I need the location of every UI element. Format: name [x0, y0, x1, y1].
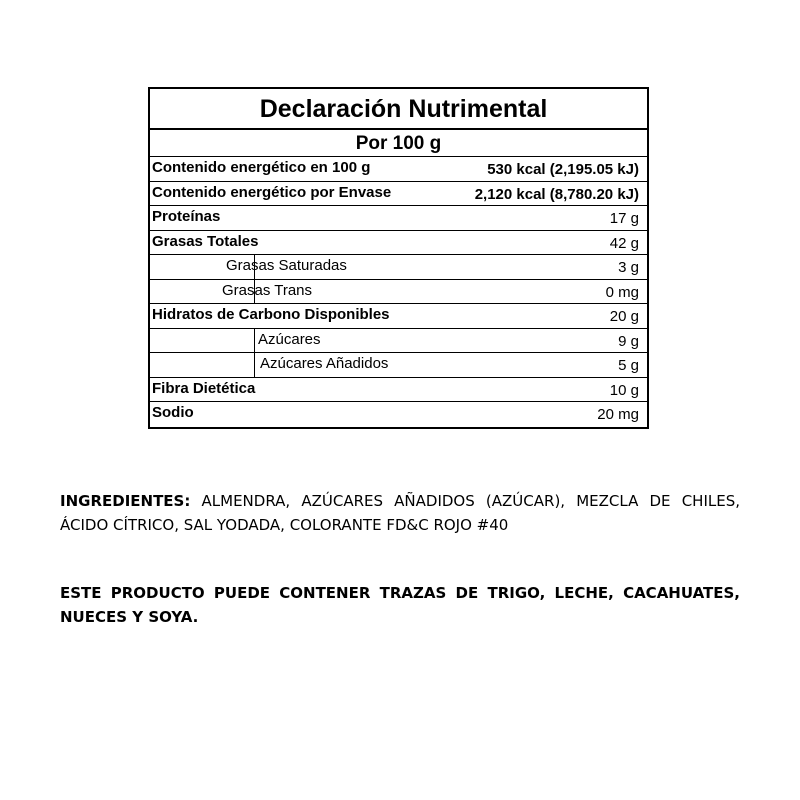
table-row [150, 206, 647, 231]
nutrient-name: Contenido energético por Envase [152, 183, 392, 201]
nutrient-name: Fibra Dietética [152, 379, 256, 397]
table-row [150, 329, 647, 354]
allergen-warning: ESTE PRODUCTO PUEDE CONTENER TRAZAS DE TRIGO, LECHE, CACAHUATES, NUECES Y SOYA. [60, 584, 740, 626]
nutrient-name: Azúcares [258, 330, 321, 348]
nutrition-title: Declaración Nutrimental [150, 89, 647, 130]
nutrient-name: Azúcares Añadidos [260, 355, 389, 372]
nutrient-value: 10 g [609, 381, 639, 399]
nutrient-value: 20 mg [597, 406, 639, 423]
nutrient-name: Grasas Trans [222, 281, 313, 299]
table-row [150, 353, 647, 378]
table-row [150, 255, 647, 280]
table-row [150, 231, 647, 256]
nutrient-name: Sodio [152, 404, 194, 421]
table-row [150, 402, 647, 427]
nutrient-name: Grasas Saturadas [226, 257, 347, 274]
nutrient-value: 530 kcal (2,195.05 kJ) [487, 161, 639, 178]
nutrient-name: Grasas Totales [152, 232, 259, 250]
nutrient-value: 0 mg [605, 283, 639, 301]
table-row [150, 157, 647, 182]
ingredients-list: ALMENDRA, AZÚCARES AÑADIDOS (AZÚCAR), MEZCLA DE CHILES, ÁCIDO CÍTRICO, SAL YODADA, COLORANTE FD&C ROJO #40 [60, 492, 740, 534]
nutrient-value: 5 g [618, 357, 639, 374]
nutrient-value: 20 g [609, 308, 639, 325]
table-row [150, 378, 647, 403]
nutrient-value: 2,120 kcal (8,780.20 kJ) [474, 185, 639, 203]
nutrition-serving-basis: Por 100 g [150, 130, 647, 157]
nutrient-value: 42 g [609, 234, 639, 252]
nutrient-name: Proteínas [152, 208, 221, 225]
table-row [150, 182, 647, 207]
nutrient-name: Contenido energético en 100 g [152, 159, 371, 176]
nutrient-value: 3 g [618, 259, 639, 276]
table-row [150, 304, 647, 329]
nutrient-value: 17 g [609, 210, 639, 227]
table-row [150, 280, 647, 305]
nutrition-facts-table [148, 87, 649, 429]
ingredients-heading: INGREDIENTES: [60, 492, 191, 510]
nutrient-value: 9 g [618, 332, 639, 350]
nutrient-name: Hidratos de Carbono Disponibles [152, 306, 390, 323]
ingredients-paragraph [60, 489, 740, 537]
